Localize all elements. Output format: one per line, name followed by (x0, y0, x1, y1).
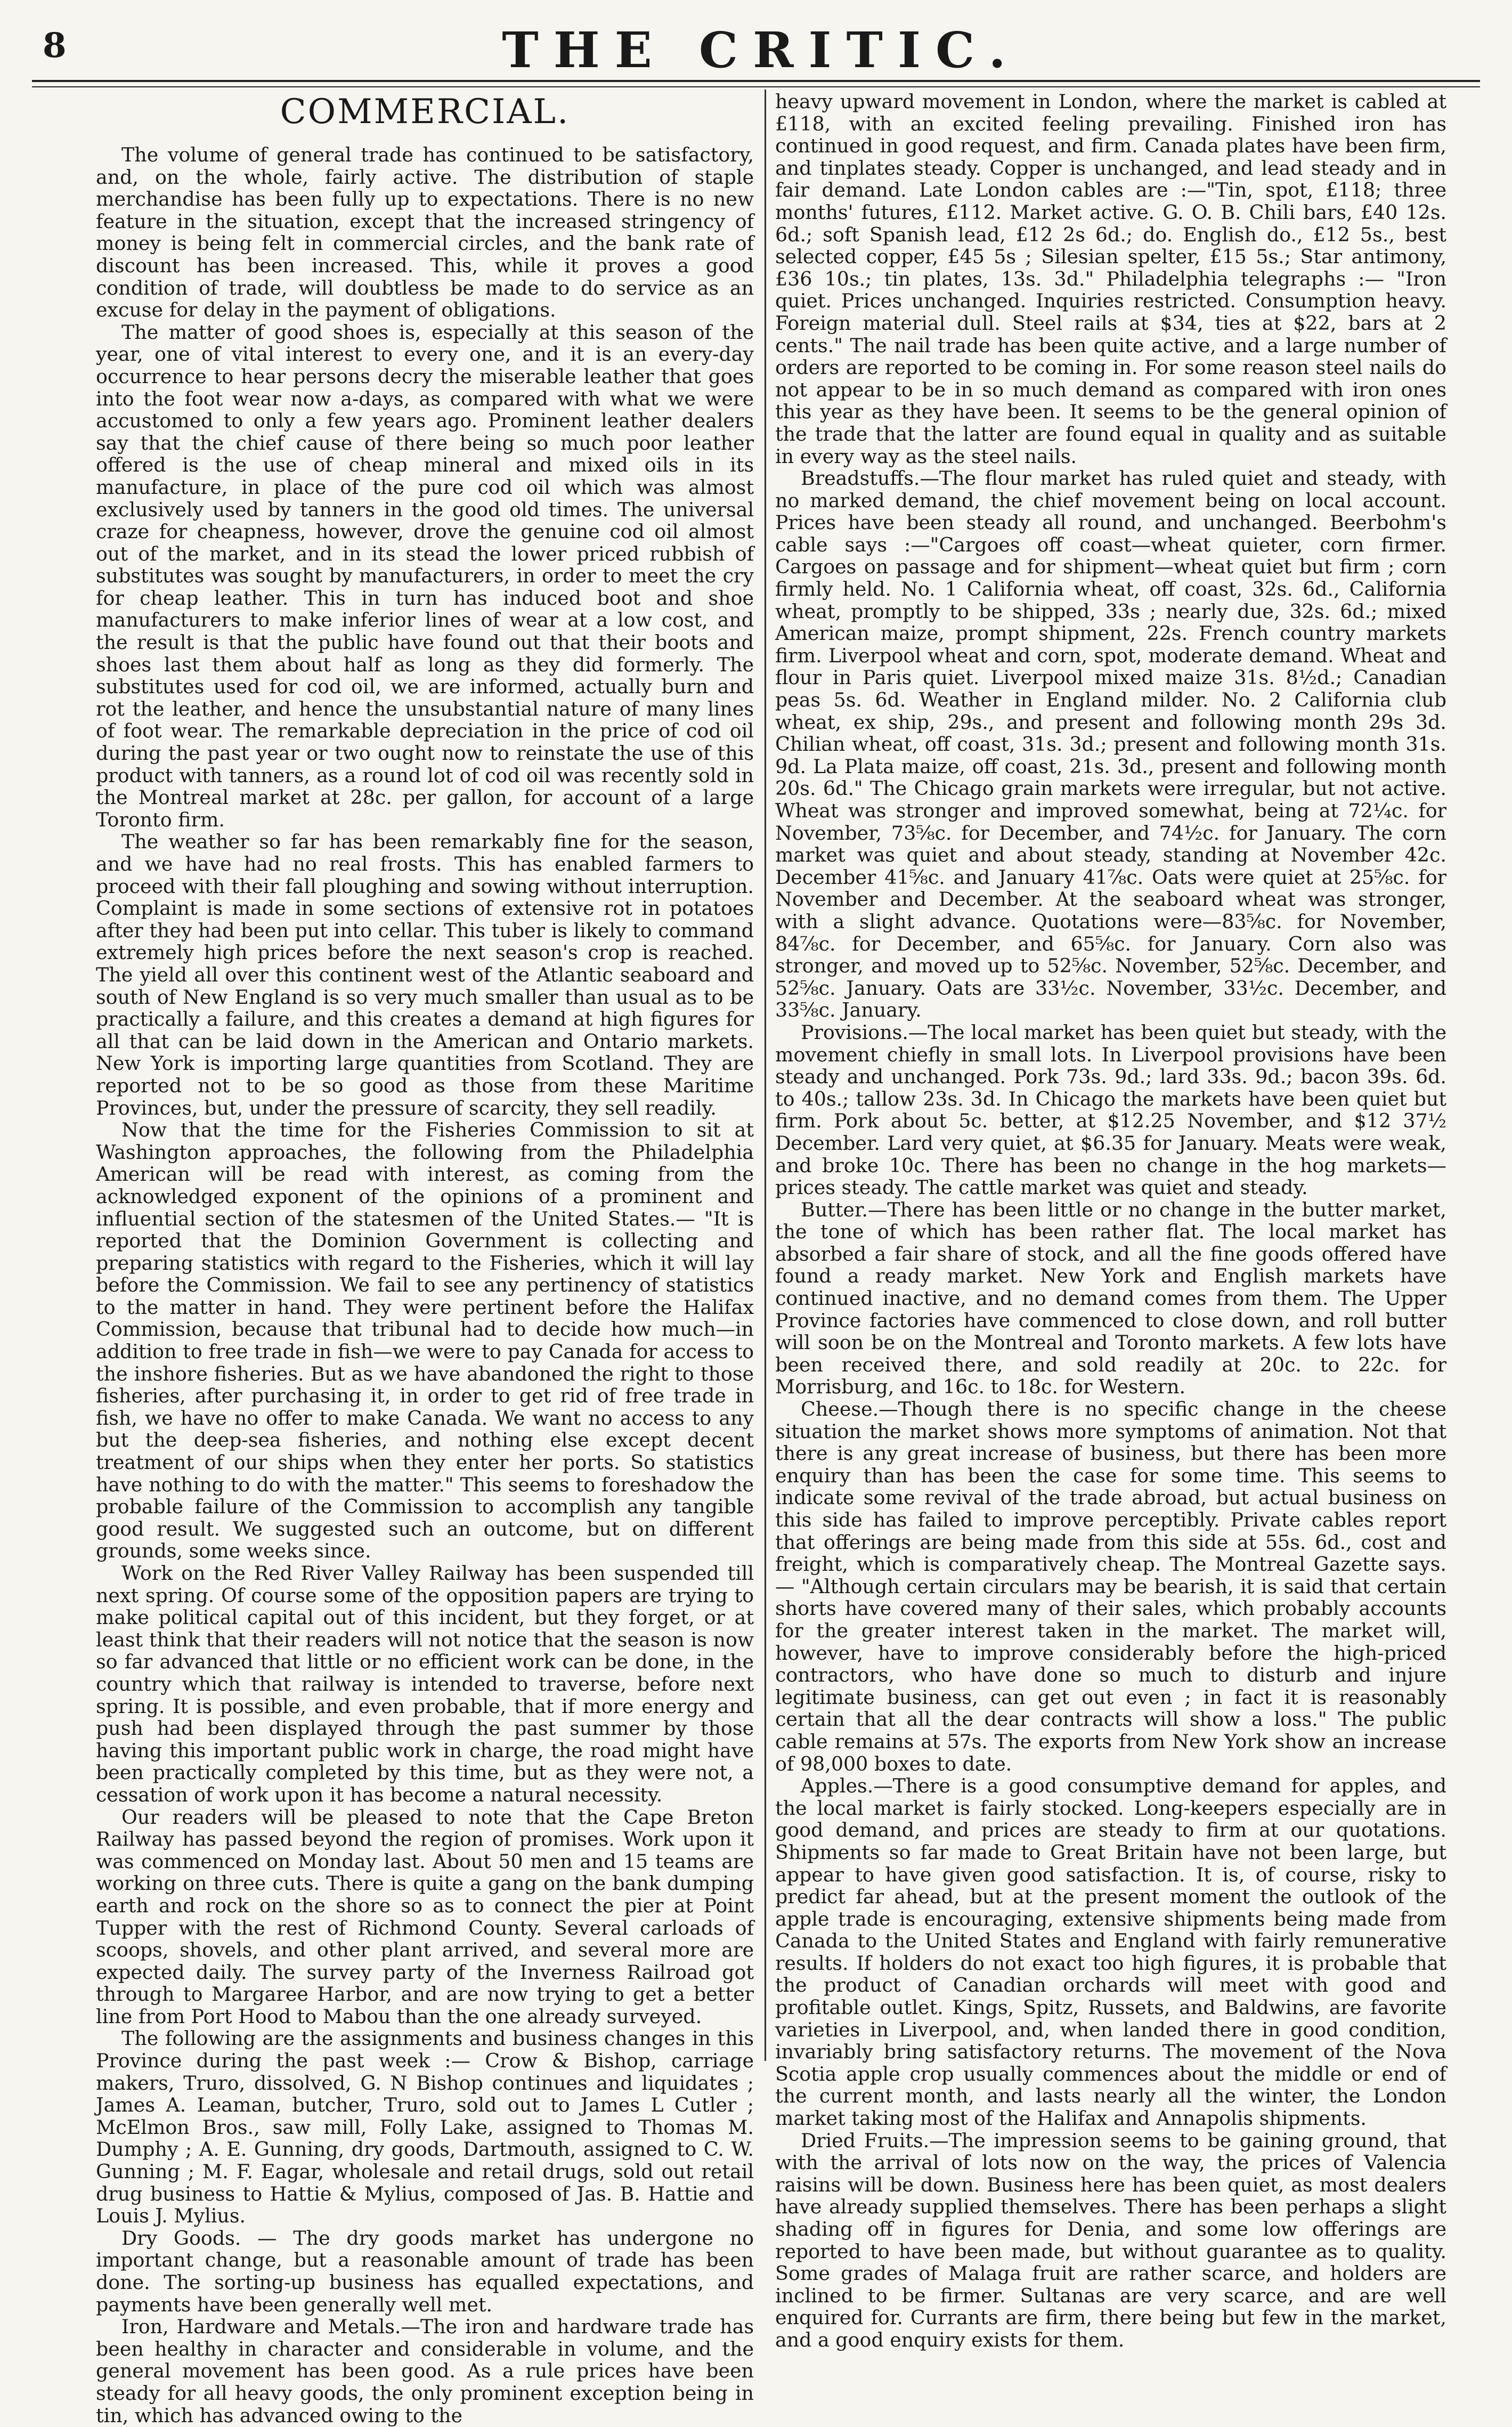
masthead-title: THE CRITIC. (502, 21, 1021, 79)
header-rule-thin (32, 86, 1480, 87)
column-divider (765, 90, 766, 2061)
section-title: COMMERCIAL. (280, 92, 570, 132)
paragraph: The volume of general trade has continued to be satisfactory, and, on the whole, fairly active. The distribution of staple merchandise has been fully up to expectations. There is no new feature in the situation, except that the increased stringency of money is being felt in commercial circles, and the bank rate of discount has been increased. This, while it proves a good condition of trade, will doubtless be made to do service as an excuse for delay in the payment of obligations. (96, 143, 754, 322)
paragraph-dried-fruits: Dried Fruits.—The impression seems to be gaining ground, that with the arrival of lots now on the way, the prices of Valencia raisins will be down. Business here has been quiet, as most dealers have already supplied themselves. There has been perhaps a slight shading off in figures for Denia, and some low offerings are reported to have been made, but without guarantee as to quality. Some grades of Malaga fruit are rather scarce, and holders are inclined to be firmer. Sultanas are very scarce, and are well enquired for. Currants are firm, there being but few in the market, and a good enquiry exists for them. (775, 2129, 1446, 2351)
page-number: 8 (43, 26, 67, 66)
paragraph: The matter of good shoes is, especially at this season of the year, one of vital interest to every one, and it is an every-day occurrence to hear persons decry the miserable leather that goes into the foot wear now a-days, as compared with what we were accustomed to only a few years ago. Prominent leather dealers say that the chief cause of there being so much poor leather offered is the use of cheap mineral and mixed oils in its manufacture, in place of the pure cod oil which was almost exclusively used by tanners in the good old times. The universal craze for cheapness, however, drove the genuine cod oil almost out of the market, and in its stead the lower priced rubbish of substitutes was sought by manufacturers, in order to meet the cry for cheap leather. This in turn has induced boot and shoe manufacturers to make inferior lines of wear at a low cost, and the result is that the public have found out that their boots and shoes last them about half as long as they did formerly. The substitutes used for cod oil, we are informed, actually burn and rot the leather, and hence the unsubstantial nature of many lines of foot wear. The remarkable depreciation in the price of cod oil during the past year or two ought now to reinstate the use of this product with tanners, as a round lot of cod oil was recently sold in the Montreal market at 28c. per gallon, for account of a large Toronto firm. (96, 320, 754, 831)
paragraph-apples: Apples.—There is a good consumptive demand for apples, and the local market is fairly stocked. Long-keepers especially are in good demand, and prices are steady to firm at our quotations. Shipments so far made to Great Britain have not been large, but appear to have given good satisfaction. It is, of course, risky to predict far ahead, but at the present moment the outlook of the apple trade is encouraging, extensive shipments being made from Canada to the United States and England with fairly remunerative results. If holders do not exact too high figures, it is probable that the product of Canadian orchards will meet with good and profitable outlet. Kings, Spitz, Russets, and Baldwins, are favorite varieties in Liverpool, and, when landed there in good condition, invariably bring satisfactory returns. The movement of the Nova Scotia apple crop usually commences about the middle or end of the current month, and lasts nearly all the winter, the London market taking most of the Halifax and Annapolis shipments. (775, 1774, 1446, 2130)
paragraph: Now that the time for the Fisheries Commission to sit at Washington approaches, the following from the Philadelphia American will be read with interest, as coming from the acknowledged exponent of the opinions of a prominent and influential section of the statesmen of the United States.— "It is reported that the Dominion Government is collecting and preparing statistics with regard to the Fisheries, which it will lay before the Commission. We fail to see any pertinency of statistics to the matter in hand. They were pertinent before the Halifax Commission, because that tribunal had to decide how much—in addition to free trade in fish—we were to pay Canada for access to the inshore fisheries. But as we have abandoned the right to those fisheries, after purchasing it, in order to get rid of free trade in fish, we have no offer to make Canada. We want no access to any but the deep-sea fisheries, and nothing else except decent treatment of our ships when they enter her ports. So statistics have nothing to do with the matter." This seems to foreshadow the probable failure of the Commission to accomplish any tangible good result. We suggested such an outcome, but on different grounds, some weeks since. (96, 1118, 754, 1563)
paragraph: The following are the assignments and business changes in this Province during the past week :— Crow & Bishop, carriage makers, Truro, dissolved, G. N Bishop continues and liquidates ; James A. Leaman, butcher, Truro, sold out to James L Cutler ; McElmon Bros., saw mill, Folly Lake, assigned to Thomas M. Dumphy ; A. E. Gunning, dry goods, Dartmouth, assigned to C. W. Gunning ; M. F. Eagar, wholesale and retail drugs, sold out retail drug business to Hattie & Mylius, composed of Jas. B. Hattie and Louis J. Mylius. (96, 2027, 754, 2228)
paragraph: The weather so far has been remarkably fine for the season, and we have had no real frosts. This has enabled farmers to proceed with their fall ploughing and sowing without interruption. Complaint is made in some sections of extensive rot in potatoes after they had been put into cellar. This tuber is likely to command extremely high prices before the next season's crop is reached. The yield all over this continent west of the Atlantic seaboard and south of New England is so very much smaller than usual as to be practically a failure, and this creates a demand at high figures for all that can be laid down in the American and Ontario markets. New York is importing large quantities from Scotland. They are reported not to be so good as those from these Maritime Provinces, but, under the pressure of scarcity, they sell readily. (96, 830, 754, 1119)
paragraph-breadstuffs: Breadstuffs.—The flour market has ruled quiet and steady, with no marked demand, the chief movement being on local account. Prices have been steady all round, and unchanged. Beerbohm's cable says :—"Cargoes off coast—wheat quieter, corn firmer. Cargoes on passage and for shipment—wheat quiet but firm ; corn firmly held. No. 1 California wheat, off coast, 32s. 6d., California wheat, promptly to be shipped, 33s ; nearly due, 32s. 6d.; mixed American maize, prompt shipment, 22s. French country markets firm. Liverpool wheat and corn, spot, moderate demand. Wheat and flour in Paris quiet. Liverpool mixed maize 31s. 8½d.; Canadian peas 5s. 6d. Weather in England milder. No. 2 California club wheat, ex ship, 29s., and present and following month 29s 3d. Chilian wheat, off coast, 31s. 3d.; present and following month 31s. 9d. La Plata maize, off coast, 21s. 3d., present and following month 20s. 6d." The Chicago grain markets were irregular, but not active. Wheat was stronger and improved somewhat, being at 72¼c. for November, 73⅝c. for December, and 74½c. for January. The corn market was quiet and about steady, standing at November 42c. December 41⅝c. and January 41⅞c. Oats were quiet at 25⅝c. for November and December. At the seaboard wheat was stronger, with a slight advance. Quotations were—83⅝c. for November, 84⅞c. for December, and 65⅝c. for January. Corn also was stronger, and moved up to 52⅝c. November, 52⅝c. December, and 52⅝c. January. Oats are 33½c. November, 33½c. December, and 33⅝c. January. (775, 467, 1446, 1022)
paragraph-continued: heavy upward movement in London, where the market is cabled at £118, with an excited feeling prevailing. Finished iron has continued in good request, and firm. Canada plates have been firm, and tinplates steady. Copper is unchanged, and lead steady and in fair demand. Late London cables are :—"Tin, spot, £118; three months' futures, £112. Market active. G. O. B. Chili bars, £40 12s. 6d.; soft Spanish lead, £12 2s 6d.; do. English do., £12 5s., best selected copper, £45 5s ; Silesian spelter, £15 5s.; Star antimony, £36 10s.; tin plates, 13s. 3d." Philadelphia telegraphs :— "Iron quiet. Prices unchanged. Inquiries restricted. Consumption heavy. Foreign material dull. Steel rails at $34, ties at $22, bars at 2 cents." The nail trade has been quite active, and a large number of orders are reported to be coming in. For some reason steel nails do not appear to be in so much demand as compared with iron ones this year as they have been. It seems to be the general opinion of the trade that the latter are found equal in quality and as suitable in every way as the steel nails. (775, 90, 1446, 468)
page-header (43, 16, 1480, 79)
header-rule (32, 80, 1480, 82)
paragraph: Our readers will be pleased to note that the Cape Breton Railway has passed beyond the region of promises. Work upon it was commenced on Monday last. About 50 men and 15 teams are working on three cuts. There is quite a gang on the bank dumping earth and rock on the shore so as to connect the pier at Point Tupper with the rest of Richmond County. Several carloads of scoops, shovels, and other plant arrived, and several more are expected daily. The survey party of the Inverness Railroad got through to Margaree Harbor, and are now trying to get a better line from Port Hood to Mabou than the one already surveyed. (96, 1805, 754, 2028)
left-column (96, 91, 754, 2427)
paragraph: Work on the Red River Valley Railway has been suspended till next spring. Of course some of the opposition papers are trying to make political capital out of this incident, but they forget, or at least think that their readers will not notice that the season is now so far advanced that little or no efficient work can be done, in the country which that railway is intended to traverse, before next spring. It is possible, and even probable, that if more energy and push had been displayed through the past summer by those having this important public work in charge, the road might have been practically completed by this time, but as they were not, a cessation of work upon it has become a natural necessity. (96, 1562, 754, 1806)
paragraph-iron-hardware: Iron, Hardware and Metals.—The iron and hardware trade has been healthy in character and considerable in volume, and the general movement has been good. As a rule prices have been steady for all heavy goods, the only prominent exception being in tin, which has advanced owing to the (96, 2315, 754, 2427)
right-column (775, 90, 1446, 2351)
paragraph-provisions: Provisions.—The local market has been quiet but steady, with the movement chiefly in small lots. In Liverpool provisions have been steady and unchanged. Pork 73s. 9d.; lard 33s. 9d.; bacon 39s. 6d. to 40s.; tallow 23s. 3d. In Chicago the markets have been quiet but firm. Pork about 5c. better, at $12.25 November, and $12 37½ December. Lard very quiet, at $6.35 for January. Meats were weak, and broke 10c. There has been no change in the hog markets—prices steady. The cattle market was quiet and steady. (775, 1020, 1446, 1199)
paragraph-butter: Butter.—There has been little or no change in the butter market, the tone of which has been rather flat. The local market has absorbed a fair share of stock, and all the fine goods offered have found a ready market. New York and English markets have continued inactive, and no demand comes from them. The Upper Province factories have commenced to close down, and roll butter will soon be on the Montreal and Toronto markets. A few lots have been received there, and sold readily at 20c. to 22c. for Morrisburg, and 16c. to 18c. for Western. (775, 1198, 1446, 1399)
paragraph-dry-goods: Dry Goods. — The dry goods market has undergone no important change, but a reasonable amount of trade has been done. The sorting-up business has equalled expectations, and payments have been generally well met. (96, 2226, 754, 2316)
paragraph-cheese: Cheese.—Though there is no specific change in the cheese situation the market shows more symptoms of animation. Not that there is any great increase of business, but there has been more enquiry than has been the case for some time. This seems to indicate some revival of the trade abroad, but actual business on this side has failed to improve perceptibly. Private cables report that offerings are being made from this side at 55s. 6d., cost and freight, which is comparatively cheap. The Montreal Gazette says.— "Although certain circulars may be bearish, it is said that certain shorts have covered many of their sales, which probably accounts for the greater interest taken in the market. The market will, however, have to improve considerably before the high-priced contractors, who have done so much to disturb and injure legitimate business, can get out even ; in fact it is reasonably certain that all the dear contracts will show a loss." The public cable remains at 57s. The exports from New York show an increase of 98,000 boxes to date. (775, 1398, 1446, 1775)
